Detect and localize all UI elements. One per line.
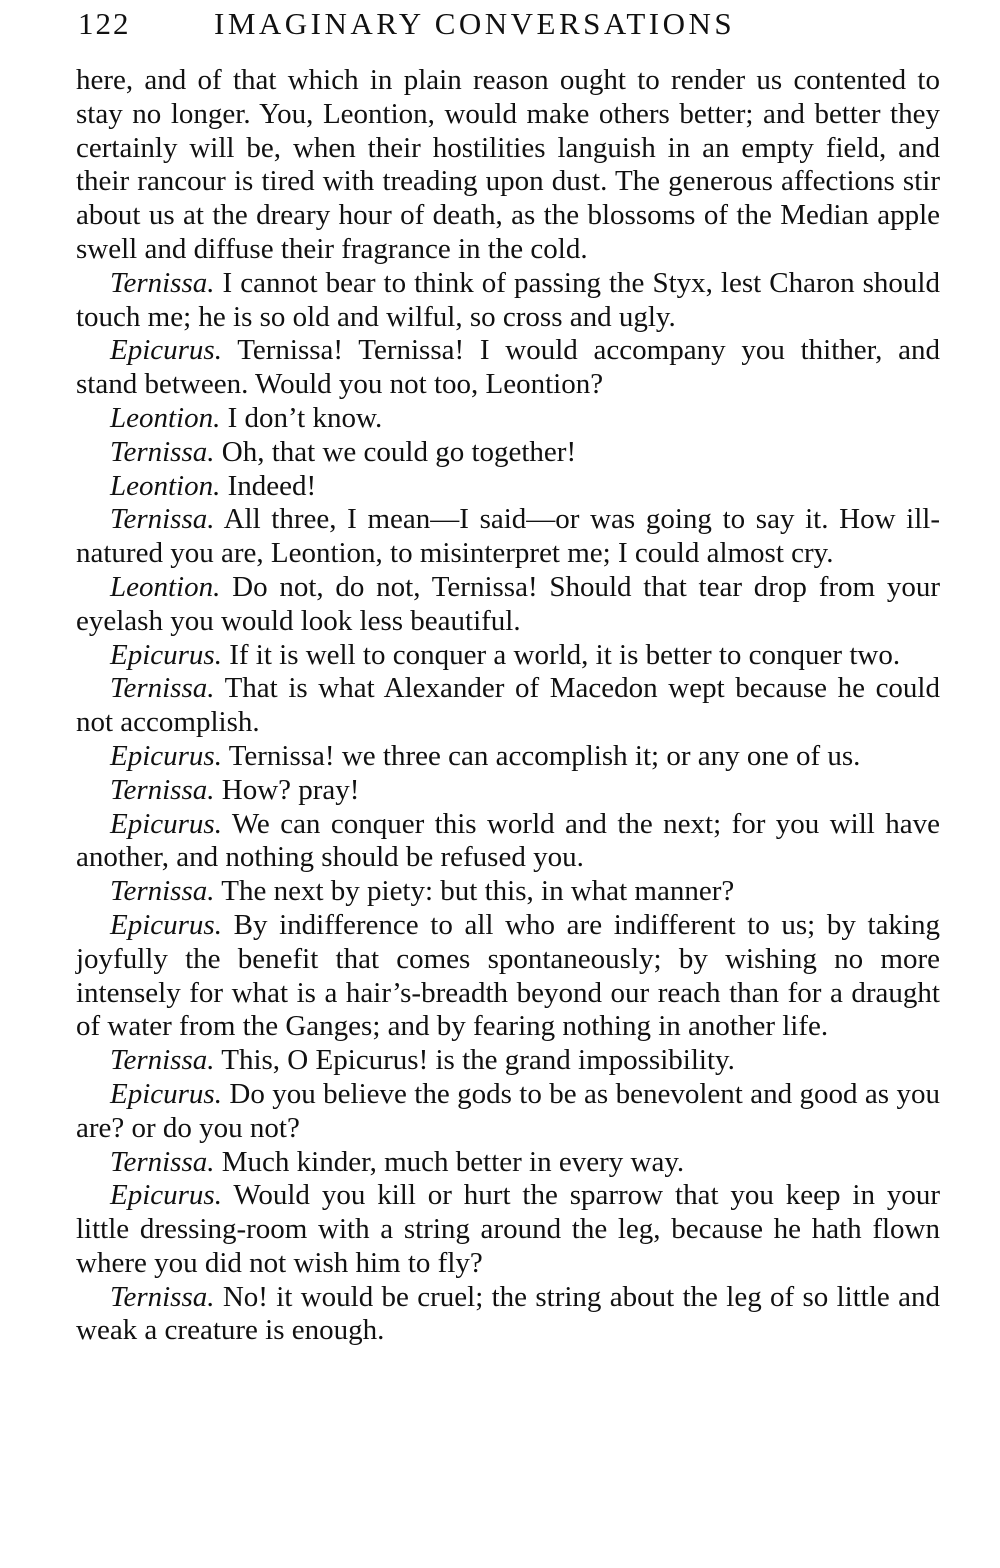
paragraph-text: here, and of that which in plain reason ought to render us contented to stay no longer. You, Leontion, would make others better; and better they certainly will be, when their hostilities languish in an empty field, and their rancour is tired with treading upon dust. The generous affections stir about us at the dreary hour of death, as the blossoms of the Median apple swell and diffuse their fragrance in the cold. [76,64,940,265]
paragraph-text: No! it would be cruel; the string about the leg of so little and weak a creature is enough. [76,1280,940,1347]
page-header [78,6,948,46]
speaker-name: Leontion. [110,570,221,603]
speaker-name: Epicurus. [110,1179,222,1212]
speaker-name: Ternissa. [110,1044,215,1077]
speaker-name: Ternissa. [110,1280,215,1313]
paragraph-text: Do you believe the gods to be as benevolent and good as you are? or do you not? [76,1077,940,1144]
running-title: IMAGINARY CONVERSATIONS [214,6,736,41]
paragraph [76,470,940,504]
paragraph [76,808,940,876]
paragraph-text: By indifference to all who are indifferent to us; by taking joyfully the benefit that comes spontaneously; by wishing no more intensely for what is a hair’s-breadth beyond our reach than for a draught of water from the Ganges; and by fearing nothing in another life. [76,908,940,1043]
speaker-name: Leontion. [110,469,221,502]
paragraph [76,1044,940,1078]
speaker-name: Epicurus. [110,739,222,772]
paragraph [76,1146,940,1180]
paragraph [76,402,940,436]
page-body [76,64,940,1348]
page-number: 122 [78,6,131,41]
speaker-name: Ternissa. [110,266,215,299]
paragraph [76,672,940,740]
speaker-name: Ternissa. [110,875,215,908]
speaker-name: Ternissa. [110,672,215,705]
paragraph-text: If it is well to conquer a world, it is better to conquer two. [221,638,901,671]
paragraph-text: Do not, do not, Ternissa! Should that tear drop from your eyelash you would look less beautiful. [76,570,940,637]
paragraph-text: I don’t know. [220,401,383,434]
paragraph [76,740,940,774]
paragraph-text: Oh, that we could go together! [214,435,577,468]
speaker-name: Epicurus. [110,807,222,840]
paragraph-text: How? pray! [214,773,360,806]
paragraph [76,267,940,335]
paragraph [76,639,940,673]
paragraph-text: Ternissa! Ternissa! I would accompany you thither, and stand between. Would you not too, Leontion? [76,334,940,401]
speaker-name: Epicurus. [110,638,222,671]
paragraph [76,334,940,402]
paragraph [76,1179,940,1280]
paragraph-text: All three, I mean—I said—or was going to say it. How ill-natured you are, Leontion, to misinterpret me; I could almost cry. [76,503,940,570]
paragraph-text: I cannot bear to think of passing the Styx, lest Charon should touch me; he is so old and wilful, so cross and ugly. [76,266,940,333]
paragraph [76,909,940,1044]
paragraph-text: Would you kill or hurt the sparrow that you keep in your little dressing-room with a string around the leg, because he hath flown where you did not wish him to fly? [76,1179,940,1279]
speaker-name: Ternissa. [110,773,215,806]
paragraph-text: That is what Alexander of Macedon wept because he could not accomplish. [76,672,940,739]
paragraph [76,503,940,571]
speaker-name: Ternissa. [110,435,215,468]
paragraph-text: Ternissa! we three can accomplish it; or any one of us. [221,739,861,772]
paragraph-text: The next by piety: but this, in what manner? [214,875,735,908]
paragraph-text: Indeed! [220,469,317,502]
speaker-name: Epicurus. [110,908,222,941]
paragraph [76,774,940,808]
paragraph-text: This, O Epicurus! is the grand impossibility. [214,1044,735,1077]
speaker-name: Ternissa. [110,503,215,536]
paragraph [76,875,940,909]
paragraph [76,571,940,639]
paragraph [76,64,940,267]
speaker-name: Epicurus. [110,334,222,367]
speaker-name: Epicurus. [110,1077,222,1110]
speaker-name: Ternissa. [110,1145,215,1178]
speaker-name: Leontion. [110,401,221,434]
paragraph [76,1078,940,1146]
paragraph-text: Much kinder, much better in every way. [214,1145,685,1178]
paragraph-text: We can conquer this world and the next; for you will have another, and nothing should be refused you. [76,807,940,874]
paragraph [76,1281,940,1349]
paragraph [76,436,940,470]
